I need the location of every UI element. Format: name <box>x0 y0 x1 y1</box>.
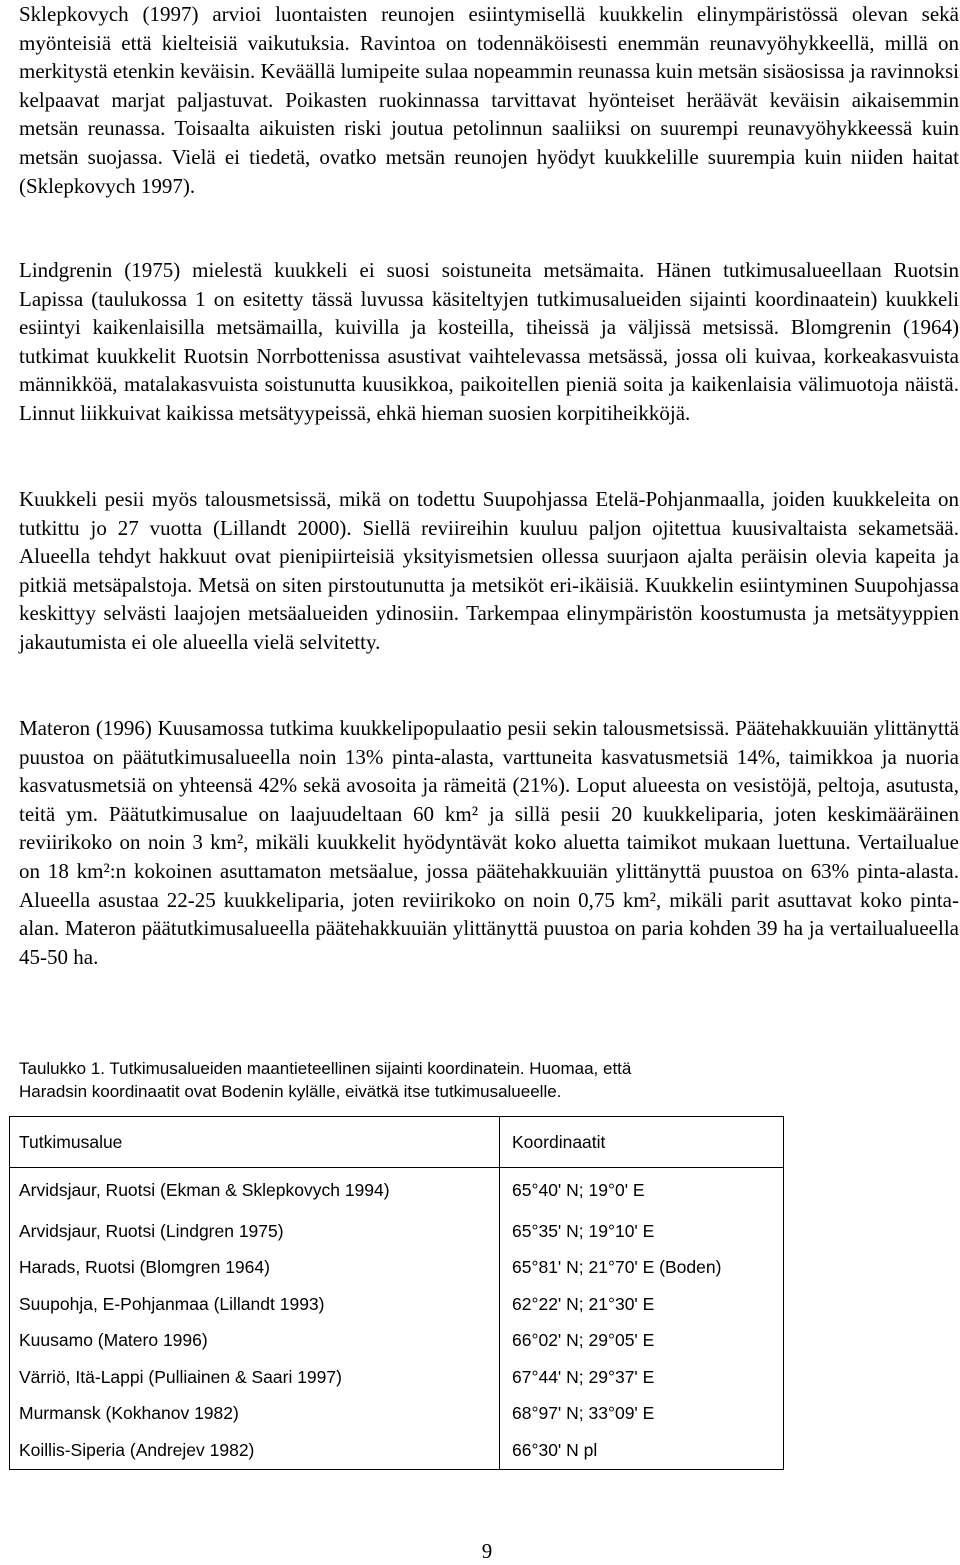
cell-coordinates: 62°22' N; 21°30' E <box>500 1286 784 1323</box>
table-row <box>10 1359 784 1396</box>
cell-coordinates: 67°44' N; 29°37' E <box>500 1359 784 1396</box>
table-row <box>10 1168 784 1214</box>
page-number: 9 <box>481 1539 493 1563</box>
cell-coordinates: 66°02' N; 29°05' E <box>500 1323 784 1360</box>
cell-study-area: Suupohja, E-Pohjanmaa (Lillandt 1993) <box>10 1286 500 1323</box>
paragraph-habitat-lindgren: Lindgrenin (1975) mielestä kuukkeli ei suosi soistuneita metsämaita. Hänen tutkimusalueellaan Ruotsin Lapissa (taulukossa 1 on esitetty tässä luvussa käsiteltyjen tutkimusalueiden sijainti koordinaatein) kuukkeli esiintyi kaikenlaisilla metsämailla, kuivilla ja kosteilla, tiheissä ja väljissä metsissä. Blomgrenin (1964) tutkimat kuukkelit Ruotsin Norrbottenissa asustivat vaihtelevassa metsässä, jossa oli kuivaa, korkeakasvuista männikköä, matalakasvuista soistunutta kuusikkoa, paikoitellen pieniä soita ja kaikenlaisia välimuotoja näistä. Linnut liikkuivat kaikissa metsätyypeissä, ehkä hieman suosien korpitiheikköjä. <box>19 258 959 425</box>
cell-study-area: Harads, Ruotsi (Blomgren 1964) <box>10 1250 500 1287</box>
header-coordinates: Koordinaatit <box>500 1117 784 1168</box>
coordinates-table <box>9 1116 784 1470</box>
cell-study-area: Murmansk (Kokhanov 1982) <box>10 1396 500 1433</box>
paragraph-kuusamo-study: Materon (1996) Kuusamossa tutkima kuukkelipopulaatio pesii sekin talousmetsissä. Päätehakkuuiän ylittänyttä puustoa on päätutkimusalueella noin 13% pinta-alasta, varttuneita kasvatusmetsiä 14%, taimikkoa ja nuoria kasvatusmetsiä on yhteensä 42% sekä avosoita ja rämeitä (21%). Loput alueesta on vesistöjä, peltoja, asutusta, teitä ym. Päätutkimusalue on laajuudeltaan 60 km² ja sillä pesii 20 kuukkeliparia, joten keskimääräinen reviirikoko on noin 3 km², mikäli kuukkelit hyödyntävät koko aluetta taimikot mukaan luettuna. Vertailualue on 18 km²:n kokoinen asuttamaton metsäalue, jossa päätehakkuuiän ylittänyttä puustoa on 63% pinta-alasta. Alueella asustaa 22-25 kuukkeliparia, joten reviirikoko on noin 0,75 km², mikäli parit asuttavat koko pinta-alan. Materon päätutkimusalueella päätehakkuuiän ylittänyttä puustoa on paria kohden 39 ha ja vertailualueella 45-50 ha. <box>19 716 959 969</box>
table-row <box>10 1396 784 1433</box>
paragraph-managed-forests: Kuukkeli pesii myös talousmetsissä, mikä on todettu Suupohjassa Etelä-Pohjanmaalla, joiden kuukkeleita on tutkittu jo 27 vuotta (Lillandt 2000). Siellä reviireihin kuuluu paljon ojitettua kuusivaltaista sekametsää. Alueella tehdyt hakkuut ovat pienipiirteisiä yksityismetsien ollessa suurjaon ajalta peräisin olevia kapeita ja pitkiä metsäpalstoja. Metsä on siten pirstoutunutta ja metsiköt eri-ikäisiä. Kuukkelin esiintyminen Suupohjassa keskittyy selvästi laajojen metsäalueiden ydinosiin. Tarkempaa elinympäristön koostumusta ja metsätyyppien jakautumista ei ole alueella vielä selvitetty. <box>19 487 959 654</box>
table-header-row <box>10 1117 784 1168</box>
cell-coordinates: 65°35' N; 19°10' E <box>500 1213 784 1250</box>
paragraph-edge-effects: Sklepkovych (1997) arvioi luontaisten reunojen esiintymisellä kuukkelin elinympäristössä olevan sekä myönteisiä että kielteisiä vaikutuksia. Ravintoa on todennäköisesti enemmän reunavyöhykkeellä, millä on merkitystä etenkin keväisin. Keväällä lumipeite sulaa nopeammin reunassa kuin metsän sisäosissa ja ravinnoksi kelpaavat marjat paljastuvat. Poikasten ruokinnassa tarvittavat hyönteiset heräävät keväisin aikaisemmin metsän reunassa. Toisaalta aikuisten riski joutua petolinnun saaliiksi on suurempi reunavyöhykkeessä kuin metsän suojassa. Vielä ei tiedetä, ovatko metsän reunojen hyödyt kuukkelille suurempia kuin niiden haitat (Sklepkovych 1997). <box>19 2 959 198</box>
cell-study-area: Arvidsjaur, Ruotsi (Lindgren 1975) <box>10 1213 500 1250</box>
cell-study-area: Arvidsjaur, Ruotsi (Ekman & Sklepkovych 1994) <box>10 1168 500 1214</box>
table-row <box>10 1323 784 1360</box>
cell-coordinates: 65°40' N; 19°0' E <box>500 1168 784 1214</box>
cell-coordinates: 65°81' N; 21°70' E (Boden) <box>500 1250 784 1287</box>
table-row <box>10 1250 784 1287</box>
cell-coordinates: 66°30' N pl <box>500 1432 784 1469</box>
header-study-area: Tutkimusalue <box>10 1117 500 1168</box>
cell-study-area: Värriö, Itä-Lappi (Pulliainen & Saari 1997) <box>10 1359 500 1396</box>
table <box>9 1116 784 1470</box>
table-row <box>10 1286 784 1323</box>
table-row <box>10 1213 784 1250</box>
cell-study-area: Koillis-Siperia (Andrejev 1982) <box>10 1432 500 1469</box>
table-caption: Taulukko 1. Tutkimusalueiden maantieteellinen sijainti koordinatein. Huomaa, että Haradsin koordinaatit ovat Bodenin kylälle, eivätkä itse tutkimusalueelle. <box>19 1059 632 1101</box>
cell-coordinates: 68°97' N; 33°09' E <box>500 1396 784 1433</box>
cell-study-area: Kuusamo (Matero 1996) <box>10 1323 500 1360</box>
table-row <box>10 1432 784 1469</box>
